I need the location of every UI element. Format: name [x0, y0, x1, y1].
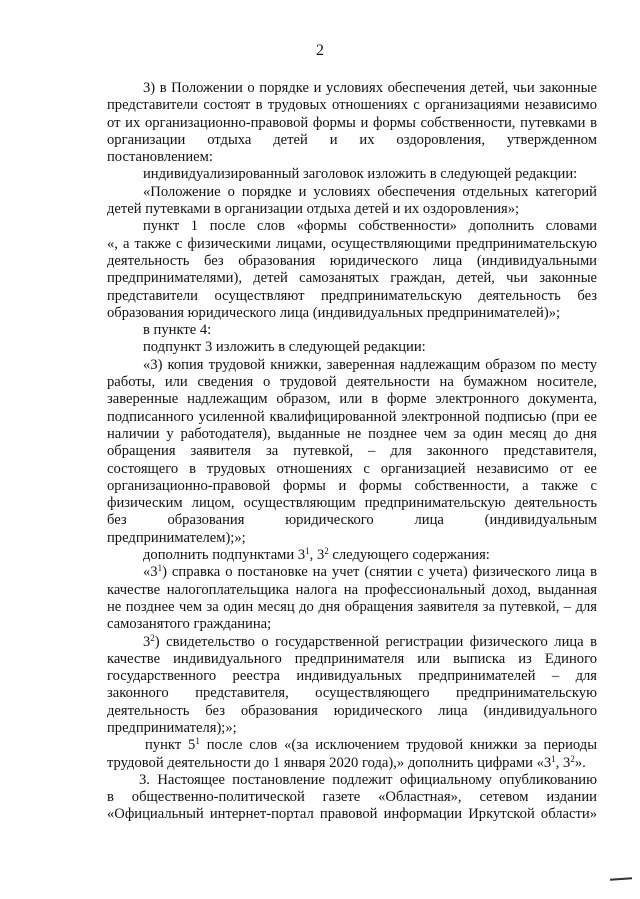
text-line: состоящего в трудовых отношениях с организацией независимо от ее — [107, 460, 597, 477]
text-line: индивидуализированный заголовок изложить в следующей редакции: — [143, 166, 578, 183]
final-paragraph — [107, 772, 597, 824]
item-3-1-first-line — [107, 564, 597, 581]
text: дополнить подпунктами 3 — [143, 547, 306, 564]
pen-mark — [610, 877, 632, 881]
superscript: 1 — [157, 563, 163, 574]
text-line: предпринимателя);»; — [107, 719, 237, 736]
text-line: «Положение о порядке и условиях обеспечения отдельных категорий — [143, 183, 597, 200]
superscript: 1 — [195, 736, 200, 747]
text: ». — [574, 754, 586, 771]
text: ) справка о постановке на учет (снятии с учета) физического лица в — [162, 564, 597, 581]
text-line: «, а также с физическими лицами, осуществляющими предпринимательскую — [107, 235, 597, 252]
text-line: пункт 1 после слов «формы собственности» дополнить словами — [143, 218, 597, 235]
text-line: физическим лицом, осуществляющим предпринимательскую деятельность — [107, 495, 597, 512]
text: трудовой деятельности до 1 января 2020 года),» дополнить цифрами «3 — [107, 754, 552, 771]
text-line: организации отдыха детей и их оздоровления, утвержденном — [107, 131, 597, 148]
text-line: постановлением: — [107, 149, 213, 166]
text-line: подписанного усиленной квалифицированной электронной подписью (при ее — [107, 408, 597, 425]
text-line: от их организационно-правовой формы и формы собственности, путевками в — [107, 114, 597, 131]
text-line: самозанятого гражданина; — [107, 616, 272, 633]
text-line: организационно-правовой формы и формы собственности, а также с — [107, 477, 597, 494]
text-line: не позднее чем за один месяц до дня обращения заявителя за путевкой, – для — [107, 598, 597, 615]
document-body — [107, 80, 597, 824]
text: ) свидетельство о государственной регистрации физического лица в — [154, 633, 597, 650]
text-line: «3) копия трудовой книжки, заверенная надлежащим образом по месту — [143, 356, 597, 373]
page-number: 2 — [316, 42, 324, 59]
text-line: в общественно-политической газете «Областная», сетевом издании — [107, 789, 597, 806]
text-line: государственного реестра индивидуальных предпринимателей – для — [107, 668, 597, 685]
text: «3 — [143, 564, 158, 581]
item-3-1-body — [107, 582, 597, 634]
superscript: 1 — [551, 753, 556, 764]
text: пункт 5 — [145, 737, 196, 754]
text-line: образования юридического лица (индивидуальных предпринимателей)»; — [107, 304, 561, 321]
text-line: представители состоят в трудовых отношениях с организациями независимо — [107, 97, 597, 114]
paragraph-block — [107, 80, 597, 547]
text-line: деятельность без образования юридического лица (индивидуальными — [107, 252, 597, 269]
text-line: качестве налогоплательщика налога на профессиональный доход, выданная — [107, 581, 597, 598]
text-line: качестве индивидуального предпринимателя или выписка из Единого — [107, 650, 597, 667]
text-line: предпринимателем);»; — [107, 529, 246, 546]
superscript: 1 — [305, 546, 310, 557]
item-3-2-body — [107, 651, 597, 737]
text-line: работы, или сведения о трудовой деятельности на бумажном носителе, — [107, 374, 597, 391]
text-line: детей путевками в организации отдыха детей и их оздоровления»; — [107, 201, 520, 218]
item-5-1-second-line — [107, 755, 597, 772]
superscript: 2 — [324, 546, 329, 557]
text-line: «Официальный интернет-портал правовой информации Иркутской области» — [107, 806, 597, 823]
text-line: 3. Настоящее постановление подлежит официальному опубликованию — [139, 771, 597, 788]
text: , 3 — [309, 547, 325, 564]
text-line: предпринимателями), детей самозанятых граждан, детей, чьи законные — [107, 270, 597, 287]
text-line: законного представителя, осуществляющего предпринимательскую — [107, 685, 597, 702]
supplement-line — [107, 547, 597, 564]
text-line: представители осуществляют предпринимательскую деятельность без — [107, 287, 597, 304]
text-line: наличии у работодателя), выданные не позднее чем за один месяц до дня — [107, 425, 597, 442]
text-line: заверенные надлежащим образом, или в форме электронного документа, — [107, 391, 597, 408]
text: 3 — [143, 633, 151, 650]
superscript: 2 — [150, 632, 155, 643]
text-line: без образования юридического лица (индивидуальным — [107, 512, 597, 529]
text: , 3 — [555, 754, 571, 771]
text: после слов «(за исключением трудовой книжки за периоды — [199, 737, 598, 754]
text-line: подпункт 3 изложить в следующей редакции: — [143, 339, 426, 356]
text-line: 3) в Положении о порядке и условиях обеспечения детей, чьи законные — [143, 80, 597, 96]
item-3-2-first-line — [107, 634, 597, 651]
text-line: обращения заявителя за путевкой, – для законного представителя, — [107, 443, 597, 460]
text-line: деятельность без образования юридического лица (индивидуального — [107, 702, 597, 719]
item-5-1-first-line — [107, 737, 597, 754]
superscript: 2 — [570, 753, 575, 764]
text: следующего содержания: — [328, 547, 490, 564]
text-line: в пункте 4: — [143, 322, 212, 339]
